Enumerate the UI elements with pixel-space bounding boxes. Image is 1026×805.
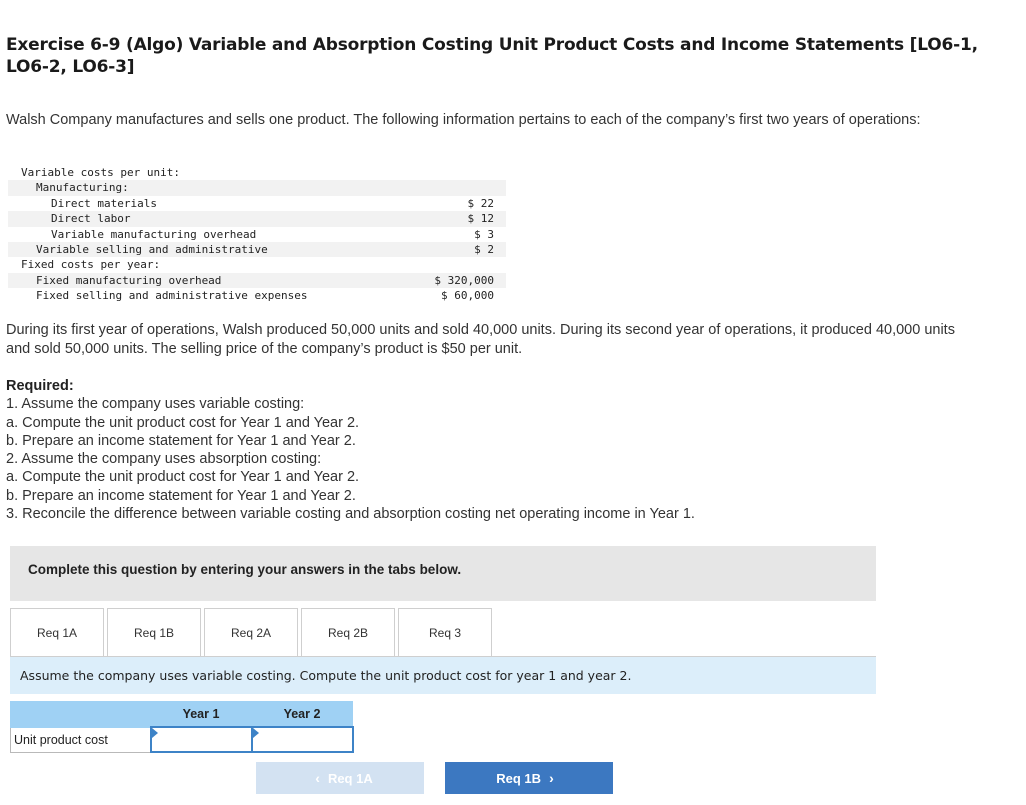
year-1-cell[interactable] [151, 727, 252, 752]
year-2-cell[interactable] [252, 727, 353, 752]
cost-value: $ 2 [384, 242, 506, 257]
required-heading: Required: [6, 378, 74, 394]
required-line: 2. Assume the company uses absorption costing: [6, 451, 322, 468]
cost-row [8, 288, 506, 303]
chevron-left-icon: ‹ [315, 770, 320, 786]
cost-label: Variable manufacturing overhead [51, 227, 257, 241]
cost-row [8, 180, 506, 195]
tab-req-1a[interactable]: Req 1A [10, 608, 104, 656]
cost-row [8, 257, 506, 272]
cost-value: $ 60,000 [441, 289, 494, 303]
intro-paragraph: Walsh Company manufactures and sells one product. The following information pertains to each of the company’s first two years of operations: [6, 112, 921, 128]
required-section [6, 377, 695, 523]
cost-label: Direct materials [51, 196, 157, 210]
cost-value [384, 180, 506, 195]
exercise-title: Exercise 6-9 (Algo) Variable and Absorption Costing Unit Product Costs and Income Statements [LO6-1, LO6-2, LO6-3] [6, 35, 978, 77]
tab-req-1b[interactable]: Req 1B [107, 608, 201, 656]
header-blank [11, 702, 151, 728]
complete-text: Complete this question by entering your answers in the tabs below. [28, 562, 462, 577]
prev-req-label: Req 1A [327, 770, 373, 786]
required-line: b. Prepare an income statement for Year 1 and Year 2. [6, 487, 356, 504]
required-line: 1. Assume the company uses variable costing: [6, 396, 305, 413]
cost-label: Fixed manufacturing overhead [8, 273, 384, 288]
tab-req-2a[interactable]: Req 2A [204, 608, 298, 656]
cost-row [8, 196, 506, 211]
year-1-input[interactable] [152, 729, 248, 751]
cost-row [8, 242, 506, 257]
cost-value: $ 3 [474, 227, 494, 241]
instruction-bar [10, 657, 876, 694]
required-line: a. Compute the unit product cost for Year 1 and Year 2. [6, 469, 360, 486]
tab-req-2b[interactable]: Req 2B [301, 608, 395, 656]
cost-label: Variable selling and administrative [8, 242, 384, 257]
required-line: 3. Reconcile the difference between variable costing and absorption costing net operating income in Year 1. [6, 506, 695, 523]
cost-row [8, 227, 506, 242]
cost-value [384, 257, 506, 272]
prev-req-button[interactable] [256, 762, 424, 794]
cost-label: Direct labor [8, 211, 384, 226]
unit-product-cost-label: Unit product cost [11, 727, 151, 752]
chevron-right-icon: › [549, 770, 554, 786]
header-year-1: Year 1 [151, 702, 252, 728]
cost-value: $ 320,000 [384, 273, 506, 288]
required-line: b. Prepare an income statement for Year 1 and Year 2. [6, 432, 356, 449]
cost-row [8, 273, 506, 288]
cost-label: Manufacturing: [8, 180, 384, 195]
answer-table [10, 701, 354, 753]
complete-banner [10, 546, 876, 601]
next-req-label: Req 1B [496, 770, 542, 786]
cost-value: $ 12 [384, 211, 506, 226]
header-year-2: Year 2 [252, 702, 353, 728]
cost-row [8, 165, 506, 180]
tab-req-3[interactable]: Req 3 [398, 608, 492, 656]
cost-table [8, 165, 506, 304]
input-flag-icon [152, 728, 158, 738]
answer-row [11, 727, 353, 752]
next-req-button[interactable] [445, 762, 613, 794]
answer-header-row [11, 702, 353, 728]
instruction-text: Assume the company uses variable costing. Compute the unit product cost for year 1 and year 2. [20, 668, 632, 683]
operations-paragraph: During its first year of operations, Walsh produced 50,000 units and sold 40,000 units. During its second year of operations, it produced 40,000 units and sold 50,000 units. The selling price of the company’s product is $50 per unit. [6, 322, 955, 357]
cost-label: Variable costs per unit: [21, 166, 180, 179]
cost-value [384, 165, 506, 180]
year-2-input[interactable] [253, 729, 349, 751]
input-flag-icon [253, 728, 259, 738]
required-line: a. Compute the unit product cost for Year 1 and Year 2. [6, 414, 360, 431]
cost-value: $ 22 [467, 196, 494, 210]
cost-label: Fixed costs per year: [21, 258, 161, 272]
cost-row [8, 211, 506, 226]
cost-label: Fixed selling and administrative expenses [36, 289, 308, 303]
